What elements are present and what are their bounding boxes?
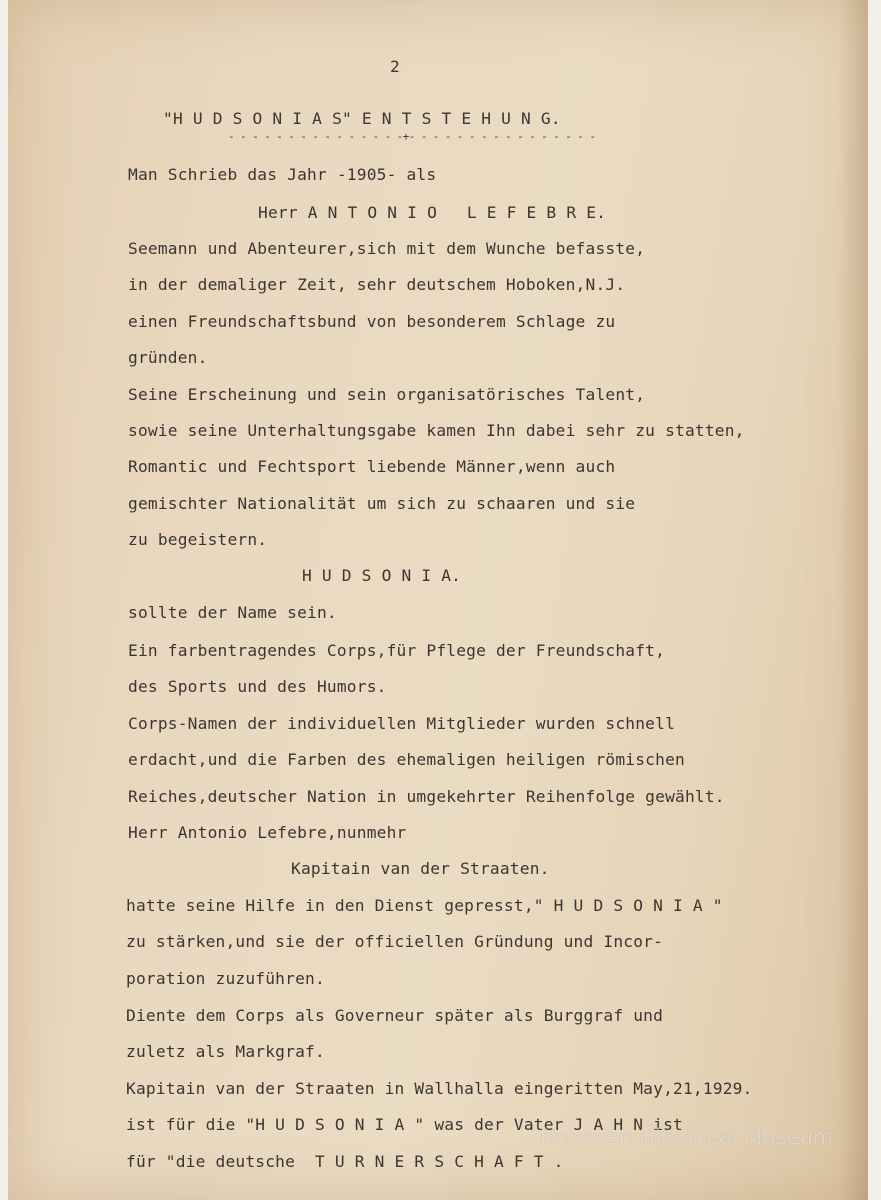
text-line-27: ist für die "H U D S O N I A " was der Vater J A H N ist bbox=[126, 1115, 683, 1134]
text-line-6: gründen. bbox=[128, 348, 208, 367]
text-line-9: Romantic und Fechtsport liebende Männer,wenn auch bbox=[128, 457, 616, 476]
text-line-14: Ein farbentragendes Corps,für Pflege der Freundschaft, bbox=[128, 641, 666, 660]
text-line-2: Herr A N T O N I O L E F E B R E. bbox=[258, 203, 607, 222]
text-line-20: Kapitain van der Straaten. bbox=[291, 859, 550, 878]
text-line-4: in der demaliger Zeit, sehr deutschem Hoboken,N.J. bbox=[128, 275, 626, 294]
text-line-3: Seemann und Abenteurer,sich mit dem Wunche befasste, bbox=[128, 239, 646, 258]
text-line-28: für "die deutsche T U R N E R S C H A F T . bbox=[126, 1152, 564, 1171]
text-line-15: des Sports und des Humors. bbox=[128, 677, 387, 696]
text-line-18: Reiches,deutscher Nation in umgekehrter Reihenfolge gewählt. bbox=[128, 787, 725, 806]
text-line-21: hatte seine Hilfe in den Dienst gepresst," H U D S O N I A " bbox=[126, 896, 723, 915]
text-line-23: poration zuzuführen. bbox=[126, 969, 325, 988]
text-line-19: Herr Antonio Lefebre,nunmehr bbox=[128, 823, 407, 842]
document-title: "H U D S O N I A S" E N T S T E H U N G. bbox=[163, 109, 561, 128]
text-line-8: sowie seine Unterhaltungsgabe kamen Ihn dabei sehr zu statten, bbox=[128, 421, 745, 440]
page-number: 2 bbox=[390, 57, 400, 76]
museum-watermark: Hoboken Historical Museum bbox=[540, 1125, 834, 1149]
text-line-11: zu begeistern. bbox=[128, 530, 268, 549]
text-line-25: zuletz als Markgraf. bbox=[126, 1042, 325, 1061]
text-line-7: Seine Erscheinung und sein organisatörisches Talent, bbox=[128, 385, 646, 404]
text-line-16: Corps-Namen der individuellen Mitglieder wurden schnell bbox=[128, 714, 676, 733]
text-line-24: Diente dem Corps als Governeur später als Burggraf und bbox=[126, 1006, 664, 1025]
text-line-26: Kapitain van der Straaten in Wallhalla eingeritten May,21,1929. bbox=[126, 1079, 753, 1098]
typewritten-page bbox=[8, 0, 868, 1200]
text-line-17: erdacht,und die Farben des ehemaligen heiligen römischen bbox=[128, 750, 685, 769]
text-line-5: einen Freundschaftsbund von besonderem Schlage zu bbox=[128, 312, 616, 331]
text-line-13: sollte der Name sein. bbox=[128, 603, 337, 622]
text-line-12: H U D S O N I A. bbox=[302, 566, 462, 585]
text-line-22: zu stärken,und sie der officiellen Gründung und Incor- bbox=[126, 932, 664, 951]
text-line-1: Man Schrieb das Jahr -1905- als bbox=[128, 165, 437, 184]
title-underline: - - - - - - - - - - - - - - -+- - - - - - - - - - - - - - - - bbox=[228, 130, 596, 143]
text-line-10: gemischter Nationalität um sich zu schaaren und sie bbox=[128, 494, 636, 513]
